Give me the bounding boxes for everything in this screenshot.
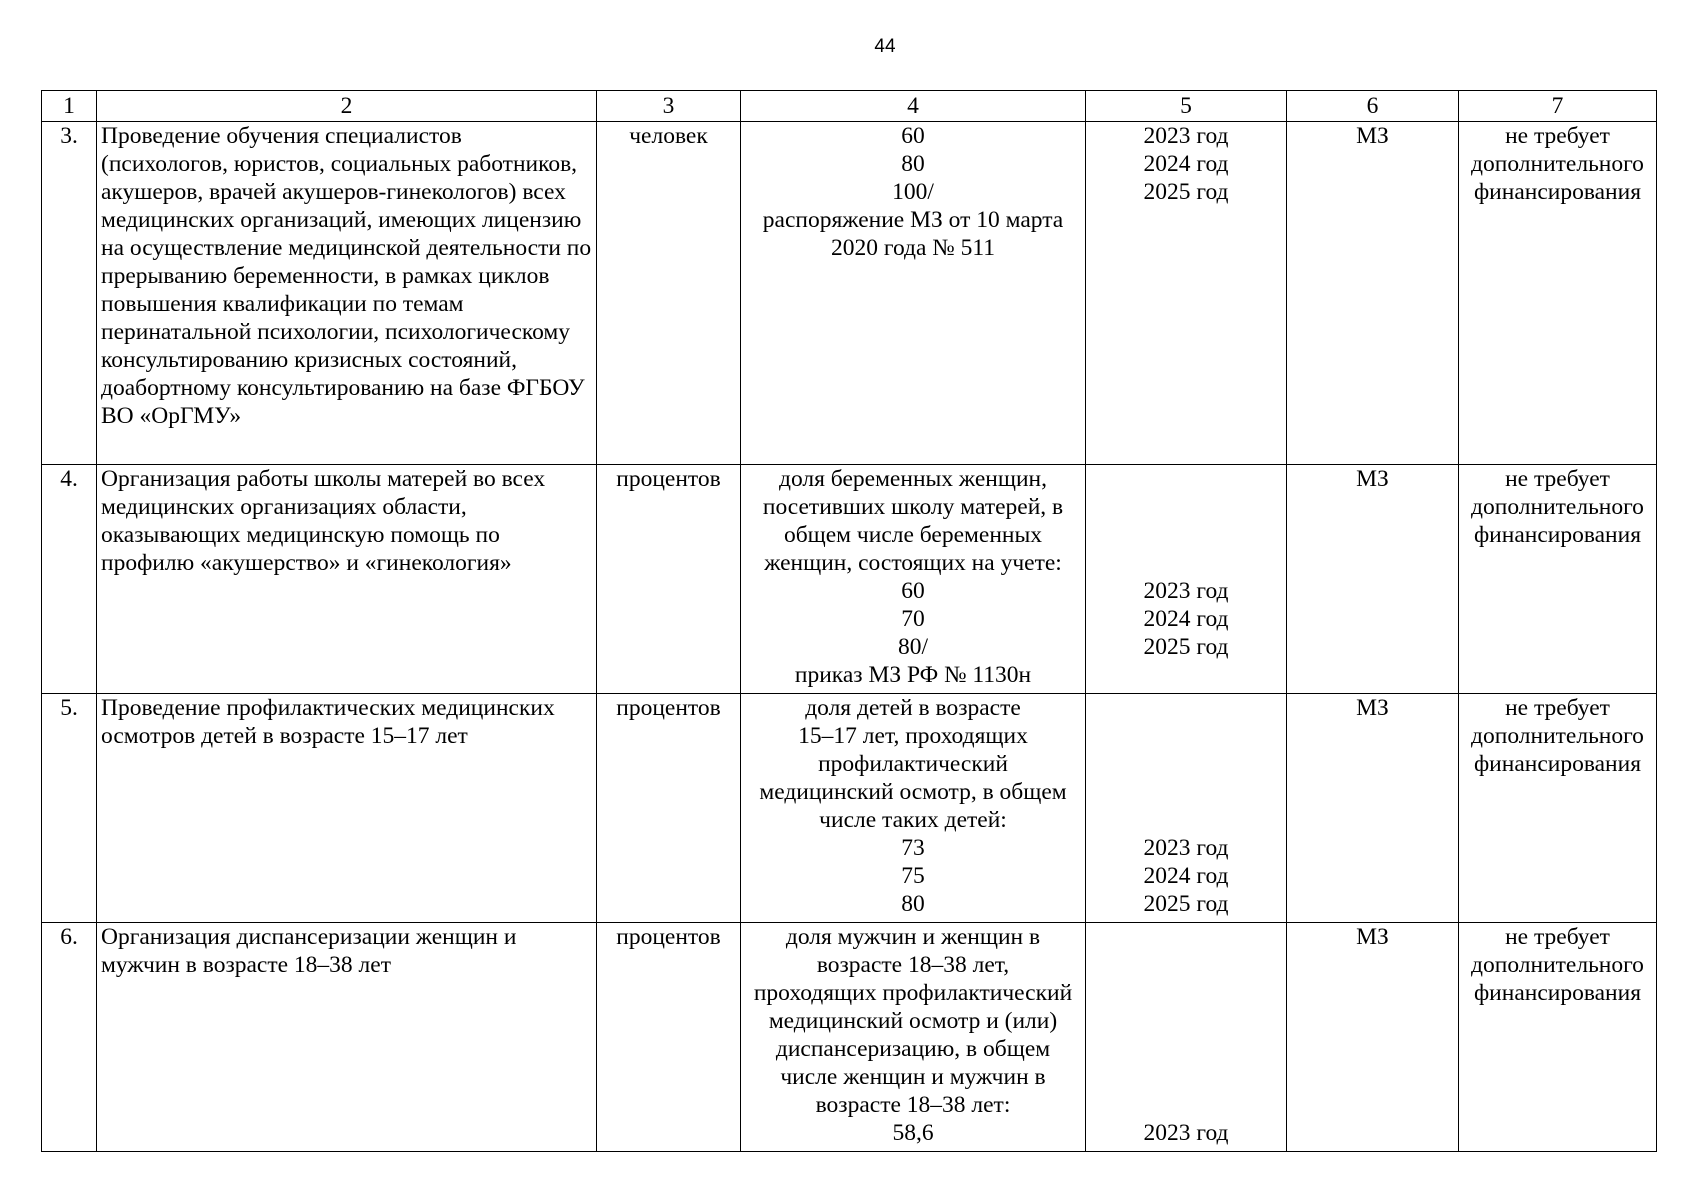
indicator-line: профилактический xyxy=(818,751,1008,777)
table-row xyxy=(42,465,1657,694)
year-line xyxy=(1090,465,1282,493)
year-line: 2023 год xyxy=(1143,835,1229,861)
indicator-cell xyxy=(741,923,1086,1152)
year-cell xyxy=(1086,923,1287,1152)
year-cell xyxy=(1086,122,1287,465)
indicator-line: числе таких детей: xyxy=(819,807,1007,833)
year-line: 2025 год xyxy=(1143,179,1229,205)
measure-description: Проведение профилактических медицинских осмотров детей в возрасте 15–17 лет xyxy=(97,694,597,923)
financing: не требует дополнительного финансирования xyxy=(1459,122,1657,465)
year-cell xyxy=(1086,694,1287,923)
measure-unit: человек xyxy=(597,122,741,465)
year-line xyxy=(1090,979,1282,1007)
year-line: 2024 год xyxy=(1143,606,1229,632)
year-line xyxy=(1090,1063,1282,1091)
financing: не требует дополнительного финансирования xyxy=(1459,923,1657,1152)
indicator-line: 60 xyxy=(901,123,925,149)
indicator-line: доля беременных женщин, xyxy=(779,466,1047,492)
table-row xyxy=(42,694,1657,923)
indicator-line: посетивших школу матерей, в xyxy=(762,494,1064,520)
measure-description: Проведение обучения специалистов (психологов, юристов, социальных работников, акушеров, врачей акушеров-гинекологов) всех медицинских организаций, имеющих лицензию на осуществление медицинской деятельности по прерыванию беременности, в рамках циклов повышения квалификации по темам перинатальной психологии, психологическому консультированию кризисных состояний, доабортному консультированию на базе ФГБОУ ВО «ОрГМУ» xyxy=(97,122,597,465)
indicator-line: проходящих профилактический xyxy=(753,980,1073,1006)
indicator-line: 80 xyxy=(901,891,925,917)
indicator-line: 100/ xyxy=(892,179,934,205)
indicator-line: 80 xyxy=(901,151,925,177)
indicator-line: медицинский осмотр и (или) xyxy=(768,1008,1058,1034)
column-header: 6 xyxy=(1287,91,1459,122)
year-line xyxy=(1090,750,1282,778)
row-number: 6. xyxy=(42,923,97,1152)
year-line xyxy=(1090,722,1282,750)
measure-description: Организация работы школы матерей во всех медицинских организациях области, оказывающих медицинскую помощь по профилю «акушерство» и «гинекология» xyxy=(97,465,597,694)
indicator-line: медицинский осмотр, в общем xyxy=(759,779,1067,805)
row-number: 5. xyxy=(42,694,97,923)
indicator-line: 70 xyxy=(901,606,925,632)
year-line xyxy=(1090,493,1282,521)
indicator-line: распоряжение МЗ от 10 марта xyxy=(762,207,1064,233)
year-line: 2025 год xyxy=(1143,891,1229,917)
table-row xyxy=(42,923,1657,1152)
page-number: 44 xyxy=(874,36,896,57)
year-line xyxy=(1090,1035,1282,1063)
indicator-line: диспансеризацию, в общем xyxy=(775,1036,1051,1062)
indicator-line: 73 xyxy=(901,835,925,861)
year-line xyxy=(1090,521,1282,549)
indicator-cell xyxy=(741,122,1086,465)
executor: МЗ xyxy=(1287,122,1459,465)
table-row xyxy=(42,122,1657,465)
measure-unit: процентов xyxy=(597,923,741,1152)
indicator-line: возрасте 18–38 лет, xyxy=(816,952,1010,978)
year-line: 2024 год xyxy=(1143,863,1229,889)
indicator-line: 2020 года № 511 xyxy=(831,235,995,261)
indicator-cell xyxy=(741,694,1086,923)
indicator-line: 80/ xyxy=(897,634,929,660)
year-line xyxy=(1090,806,1282,834)
indicator-line: 60 xyxy=(901,578,925,604)
header-row xyxy=(42,91,1657,122)
year-line: 2023 год xyxy=(1143,578,1229,604)
year-line: 2025 год xyxy=(1143,634,1229,660)
measures-table xyxy=(41,90,1657,1152)
year-line: 2023 год xyxy=(1143,123,1229,149)
row-number: 3. xyxy=(42,122,97,465)
measure-unit: процентов xyxy=(597,694,741,923)
indicator-line: 75 xyxy=(901,863,925,889)
column-header: 3 xyxy=(597,91,741,122)
executor: МЗ xyxy=(1287,465,1459,694)
executor: МЗ xyxy=(1287,694,1459,923)
indicator-line: доля детей в возрасте xyxy=(805,695,1021,721)
year-line: 2024 год xyxy=(1143,151,1229,177)
measure-description: Организация диспансеризации женщин и мужчин в возрасте 18–38 лет xyxy=(97,923,597,1152)
column-header: 7 xyxy=(1459,91,1657,122)
year-cell xyxy=(1086,465,1287,694)
executor: МЗ xyxy=(1287,923,1459,1152)
year-line xyxy=(1090,923,1282,951)
column-header: 5 xyxy=(1086,91,1287,122)
indicator-line: 58,6 xyxy=(892,1120,934,1146)
indicator-line: числе женщин и мужчин в xyxy=(780,1064,1046,1090)
year-line xyxy=(1090,778,1282,806)
indicator-line: общем числе беременных xyxy=(783,522,1043,548)
year-line: 2023 год xyxy=(1143,1120,1229,1146)
financing: не требует дополнительного финансирования xyxy=(1459,465,1657,694)
measure-unit: процентов xyxy=(597,465,741,694)
year-line xyxy=(1090,549,1282,577)
column-header: 1 xyxy=(42,91,97,122)
year-line xyxy=(1090,1091,1282,1119)
year-line xyxy=(1090,694,1282,722)
column-header: 4 xyxy=(741,91,1086,122)
year-line xyxy=(1090,951,1282,979)
column-header: 2 xyxy=(97,91,597,122)
financing: не требует дополнительного финансирования xyxy=(1459,694,1657,923)
indicator-line: приказ МЗ РФ № 1130н xyxy=(794,662,1032,688)
indicator-line: возрасте 18–38 лет: xyxy=(815,1092,1011,1118)
indicator-line: доля мужчин и женщин в xyxy=(785,924,1041,950)
indicator-line: 15–17 лет, проходящих xyxy=(798,723,1028,749)
indicator-line: женщин, состоящих на учете: xyxy=(764,550,1062,576)
row-number: 4. xyxy=(42,465,97,694)
indicator-cell xyxy=(741,465,1086,694)
year-line xyxy=(1090,1007,1282,1035)
